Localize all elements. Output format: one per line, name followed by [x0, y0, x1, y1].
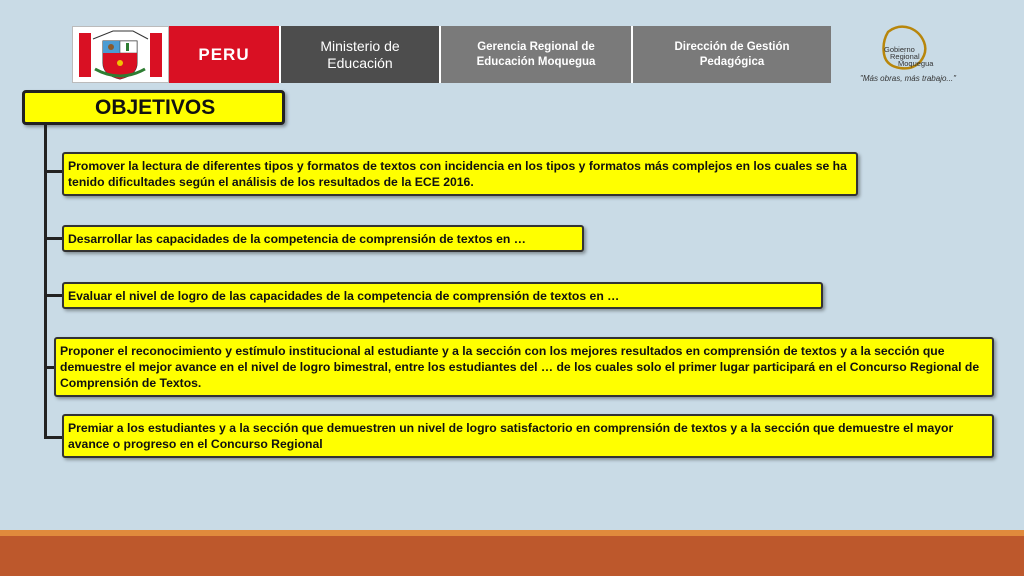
objective-text-5: Premiar a los estudiantes y a la sección que demuestren un nivel de logro satisfactorio en comprensión de textos y a la sección que demuestre el mayor avance o progreso en el Concurso Regional [68, 421, 954, 451]
minedu-line-2: Educación [327, 54, 393, 71]
gerencia-line-1: Gerencia Regional de [477, 40, 595, 53]
objective-item-1 [62, 152, 858, 196]
objective-text-1: Promover la lectura de diferentes tipos y formatos de textos con incidencia en los tipos y formatos más complejos en los cuales se ha tenido dificultades según el análisis de los resultados de la ECE 2016. [68, 159, 847, 189]
gerencia-line-2: Educación Moquegua [476, 55, 596, 68]
objectives-title: OBJETIVOS [22, 90, 285, 125]
direccion-line-1: Dirección de Gestión [674, 40, 790, 53]
objective-text-2: Desarrollar las capacidades de la competencia de comprensión de textos en … [68, 231, 526, 246]
objective-item-4 [54, 337, 994, 397]
direccion-line-2: Pedagógica [699, 55, 765, 68]
objective-text-3: Evaluar el nivel de logro de las capacidades de la competencia de comprensión de textos en … [68, 288, 620, 303]
minedu-line-1: Ministerio de [320, 37, 400, 54]
objective-item-2 [62, 225, 584, 252]
ministerio-educacion-logo [279, 26, 439, 83]
objective-item-3 [62, 282, 823, 309]
objective-text-4: Proponer el reconocimiento y estímulo institucional al estudiante y a la sección con los mejores resultados en comprensión de textos y a la sección que demuestre el mejor avance en el nivel de logro bimestral, entre los estudiantes del … de los cuales solo el primer lugar participará en el Concurso Regional de Comprensión de Textos. [60, 344, 980, 390]
tree-branch-1 [44, 170, 64, 173]
peru-coat-of-arms-icon [72, 26, 169, 83]
bottom-bar [0, 536, 1024, 576]
gerencia-regional-logo [439, 26, 631, 83]
objective-item-5 [62, 414, 994, 458]
gobierno-line-3: Moquegua [898, 59, 934, 68]
gobierno-line-2: Regional [890, 52, 920, 61]
header-banner [72, 26, 831, 83]
tree-branch-2 [44, 237, 64, 240]
peru-label: PERU [169, 26, 279, 83]
gobierno-line-1: Gobierno [884, 45, 915, 54]
gobierno-slogan: "Más obras, más trabajo..." [860, 74, 956, 83]
direccion-gestion-logo [631, 26, 831, 83]
tree-branch-5 [44, 436, 64, 439]
tree-branch-3 [44, 294, 64, 297]
